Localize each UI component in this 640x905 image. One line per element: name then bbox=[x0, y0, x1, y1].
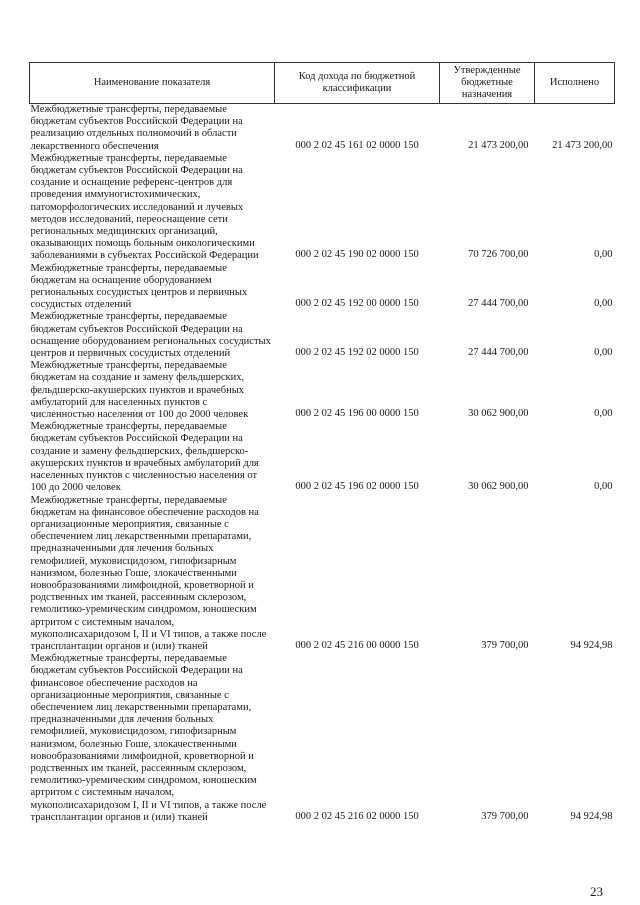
table-row bbox=[30, 104, 615, 153]
row-indicator-name: Межбюджетные трансферты, передаваемые бюджетам субъектов Российской Федерации на создание и замену фельдшерских, фельдшерско-акушерских пунктов и врачебных амбулаторий для населенных пунктов с численностью населения от 100 до 2000 человек bbox=[30, 421, 259, 494]
table-header-row bbox=[30, 63, 615, 104]
row-indicator-name: Межбюджетные трансферты, передаваемые бюджетам субъектов Российской Федерации на реализацию отдельных полномочий в области лекарственного обеспечения bbox=[30, 104, 243, 152]
row-income-code: 000 2 02 45 161 02 0000 150 bbox=[295, 139, 419, 151]
row-executed-amount: 0,00 bbox=[594, 298, 613, 310]
row-executed-amount: 0,00 bbox=[594, 481, 613, 493]
row-executed-amount: 94 924,98 bbox=[570, 810, 613, 822]
header-indicator-name: Наименование показателя bbox=[30, 63, 275, 104]
row-income-code: 000 2 02 45 196 02 0000 150 bbox=[295, 481, 419, 493]
row-indicator-name: Межбюджетные трансферты, передаваемые бюджетам на создание и замену фельдшерских, фельдшерско-акушерских пунктов и врачебных амбулаторий для населенных пунктов с численностью населения от 100 до 2000 человек bbox=[30, 360, 249, 421]
table-row bbox=[30, 360, 615, 421]
header-approved-amount: Утвержденные бюджетные назначения bbox=[440, 63, 535, 104]
table-row bbox=[30, 263, 615, 312]
row-income-code: 000 2 02 45 190 02 0000 150 bbox=[295, 249, 419, 261]
row-income-code: 000 2 02 45 192 00 0000 150 bbox=[295, 298, 419, 310]
row-executed-amount: 0,00 bbox=[594, 347, 613, 359]
table-row bbox=[30, 421, 615, 494]
row-approved-amount: 21 473 200,00 bbox=[468, 139, 529, 151]
row-income-code: 000 2 02 45 196 00 0000 150 bbox=[295, 408, 419, 420]
row-indicator-name: Межбюджетные трансферты, передаваемые бюджетам субъектов Российской Федерации на оснащение оборудованием региональных сосудистых центров и первичных сосудистых отделений bbox=[30, 311, 271, 360]
header-executed-amount: Исполнено bbox=[535, 63, 615, 104]
header-income-code: Код дохода по бюджетной классификации bbox=[275, 63, 440, 104]
budget-execution-table bbox=[29, 62, 615, 824]
row-indicator-name: Межбюджетные трансферты, передаваемые бюджетам субъектов Российской Федерации на создание и оснащение референс-центров для проведения иммуногистохимических, патоморфологических исследований и лучевых методов исследований, переоснащение сети региональных медицинских организаций, оказывающих помощь больным онкологическими заболеваниями в субъектах Российской Федерации bbox=[30, 152, 259, 262]
row-income-code: 000 2 02 45 192 02 0000 150 bbox=[295, 347, 419, 359]
row-approved-amount: 27 444 700,00 bbox=[468, 298, 529, 310]
row-income-code: 000 2 02 45 216 02 0000 150 bbox=[295, 810, 419, 822]
row-approved-amount: 27 444 700,00 bbox=[468, 347, 529, 359]
table-row bbox=[30, 311, 615, 360]
row-approved-amount: 30 062 900,00 bbox=[468, 408, 529, 420]
row-approved-amount: 379 700,00 bbox=[481, 639, 529, 651]
row-indicator-name: Межбюджетные трансферты, передаваемые бюджетам на оснащение оборудованием региональных сосудистых центров и первичных сосудистых отделений bbox=[30, 262, 248, 311]
row-executed-amount: 0,00 bbox=[594, 408, 613, 420]
row-approved-amount: 379 700,00 bbox=[481, 810, 529, 822]
row-executed-amount: 21 473 200,00 bbox=[552, 139, 613, 151]
table-row bbox=[30, 495, 615, 654]
page-number: 23 bbox=[590, 884, 603, 899]
table-row bbox=[30, 653, 615, 824]
row-executed-amount: 94 924,98 bbox=[570, 639, 613, 651]
table-row bbox=[30, 153, 615, 263]
row-income-code: 000 2 02 45 216 00 0000 150 bbox=[295, 639, 419, 651]
row-approved-amount: 30 062 900,00 bbox=[468, 481, 529, 493]
row-executed-amount: 0,00 bbox=[594, 249, 613, 261]
row-approved-amount: 70 726 700,00 bbox=[468, 249, 529, 261]
row-indicator-name: Межбюджетные трансферты, передаваемые бюджетам субъектов Российской Федерации на финансовое обеспечение расходов на организационные мероприятия, связанные с обеспечением лиц лекарственными препаратами, предназначенными для лечения больных гемофилией, муковисцидозом, гипофизарным нанизмом, болезнью Гоше, злокачественными новообразованиями лимфоидной, кроветворной и родственных им тканей, рассеянным склерозом, гемолитико-уремическим синдромом, юношеским артритом с системным началом, мукополисахаридозом I, II и VI типов, а также после трансплантации органов и (или) тканей bbox=[30, 653, 267, 823]
row-indicator-name: Межбюджетные трансферты, передаваемые бюджетам на финансовое обеспечение расходов на организационные мероприятия, связанные с обеспечением лиц лекарственными препаратами, предназначенными для лечения больных гемофилией, муковисцидозом, гипофизарным нанизмом, болезнью Гоше, злокачественными новообразованиями лимфоидной, кроветворной и родственных им тканей, рассеянным склерозом, гемолитико-уремическим синдромом, юношеским артритом с системным началом, мукополисахаридозом I, II и VI типов, а также после трансплантации органов и (или) тканей bbox=[30, 494, 267, 652]
